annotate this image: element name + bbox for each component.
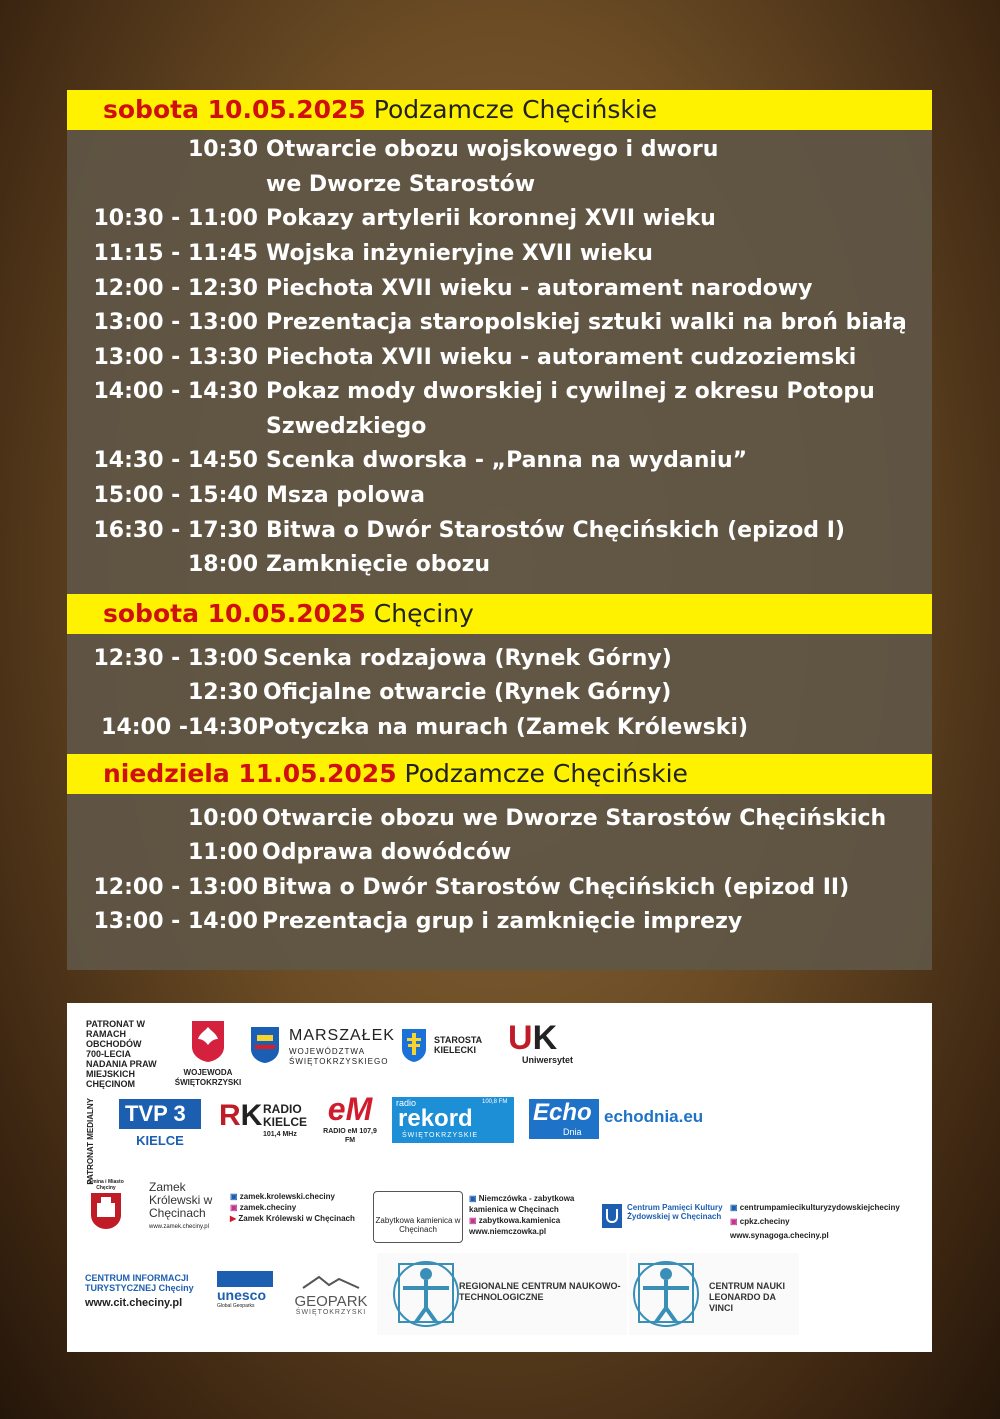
section3-header bbox=[67, 754, 932, 794]
rekord-sub: ŚWIĘTOKRZYSKIE bbox=[402, 1132, 479, 1139]
zamek-logo bbox=[149, 1181, 219, 1230]
schedule-time: 14:00 -14:30 bbox=[101, 715, 258, 740]
schedule-event: Bitwa o Dwór Starostów Chęcińskich (epizod II) bbox=[262, 875, 850, 900]
echodnia-url[interactable]: echodnia.eu bbox=[604, 1107, 704, 1126]
schedule-event: Zamknięcie obozu bbox=[266, 552, 491, 577]
geopark-label: GEOPARK bbox=[294, 1293, 368, 1310]
schedule-time: 14:30 - 14:50 bbox=[93, 448, 258, 473]
schedule-time: 11:00 bbox=[187, 840, 258, 865]
city-arms-icon bbox=[89, 1191, 123, 1231]
patronat-text: PATRONAT W RAMACH OBCHODÓW 700-LECIA NADANIA PRAW MIEJSKICH CHĘCINOM bbox=[86, 1019, 157, 1089]
unesco-label: unesco bbox=[217, 1287, 267, 1303]
zamek-social bbox=[230, 1191, 365, 1224]
echo-logo bbox=[529, 1099, 599, 1139]
zamek-ig[interactable]: ▣ zamek.checiny bbox=[230, 1203, 297, 1212]
schedule-time: 12:00 - 12:30 bbox=[93, 276, 258, 301]
radio-em-logo bbox=[320, 1091, 380, 1145]
unesco-logo bbox=[217, 1271, 277, 1309]
sponsors-box bbox=[67, 1003, 932, 1352]
niemczowka-url[interactable]: www.niemczowka.pl bbox=[469, 1227, 547, 1236]
schedule-event: Otwarcie obozu we Dworze Starostów Chęcińskich bbox=[262, 806, 887, 831]
schedule-time: 14:00 - 14:30 bbox=[93, 379, 258, 404]
rekord-freq: 100,8 FM bbox=[482, 1099, 508, 1105]
section2-header bbox=[67, 594, 932, 634]
cpkz-fb[interactable]: ▣ centrumpamiecikulturyzydowskiejcheciny bbox=[730, 1203, 900, 1212]
cpkz-label: Centrum Pamięci Kultury Żydowskiej w Chęcinach bbox=[627, 1203, 723, 1221]
schedule-event: Potyczka na murach (Zamek Królewski) bbox=[258, 715, 748, 740]
section2-place: Chęciny bbox=[373, 599, 474, 628]
schedule-time: 10:00 bbox=[187, 806, 258, 831]
schedule-event: Prezentacja staropolskiej sztuki walki na broń białą bbox=[266, 310, 907, 335]
schedule-time: 18:00 bbox=[187, 552, 258, 577]
tvp-city: KIELCE bbox=[136, 1133, 184, 1148]
niemczowka-label: Zabytkowa kamienica w Chęcinach bbox=[375, 1216, 461, 1234]
unesco-temple-icon bbox=[217, 1271, 273, 1287]
patronat-medialny: PATRONAT MEDIALNY bbox=[86, 1098, 95, 1185]
schedule-event: Pokazy artylerii koronnej XVII wieku bbox=[266, 206, 716, 231]
geopark-sub: ŚWIĘTOKRZYSKI bbox=[295, 1309, 367, 1316]
niemczowka-social bbox=[469, 1193, 594, 1237]
radio-kielce-label: RADIO KIELCE bbox=[263, 1102, 308, 1129]
niemczowka-logo bbox=[373, 1191, 463, 1243]
schedule-time: 12:00 - 13:00 bbox=[93, 875, 258, 900]
menorah-icon bbox=[601, 1203, 623, 1229]
schedule-event: Pokaz mody dworskiej i cywilnej z okresu Potopu bbox=[266, 379, 875, 404]
schedule-time: 12:30 bbox=[187, 680, 258, 705]
cnldv-label: CENTRUM NAUKI LEONARDO DA VINCI bbox=[709, 1281, 785, 1313]
marszalek-label: MARSZAŁEK bbox=[289, 1027, 395, 1044]
wojewodztwa-label: WOJEWÓDZTWA ŚWIĘTOKRZYSKIEGO bbox=[289, 1047, 389, 1066]
facebook-icon: ▣ bbox=[230, 1192, 240, 1201]
zamek-label: Zamek Królewski w Chęcinach bbox=[149, 1180, 213, 1220]
schedule-event: Scenka dworska - „Panna na wydaniu” bbox=[266, 448, 748, 473]
wojewoda-label: WOJEWODA ŚWIĘTOKRZYSKI bbox=[174, 1068, 242, 1087]
instagram-icon: ▣ bbox=[730, 1217, 740, 1226]
rcnt-label: REGIONALNE CENTRUM NAUKOWO-TECHNOLOGICZNE bbox=[459, 1281, 621, 1302]
schedule-event: Scenka rodzajowa (Rynek Górny) bbox=[263, 646, 672, 671]
mountain-icon bbox=[301, 1275, 361, 1289]
schedule-event: Otwarcie obozu wojskowego i dworu bbox=[266, 137, 719, 162]
coat-of-arms-icon bbox=[249, 1025, 281, 1065]
vitruvian-icon bbox=[631, 1256, 701, 1332]
vitruvian-icon bbox=[391, 1256, 461, 1332]
schedule-time: 16:30 - 17:30 bbox=[93, 518, 258, 543]
schedule-event: Wojska inżynieryjne XVII wieku bbox=[266, 241, 653, 266]
niemczowka-fb[interactable]: ▣ Niemczówka - zabytkowa kamienica w Chęcinach bbox=[469, 1194, 575, 1214]
schedule-time: 13:00 - 13:00 bbox=[93, 310, 258, 335]
cpkz-social bbox=[730, 1201, 930, 1243]
instagram-icon: ▣ bbox=[230, 1203, 240, 1212]
schedule-time: 15:00 - 15:40 bbox=[93, 483, 258, 508]
section2-date: sobota 10.05.2025 bbox=[103, 599, 366, 628]
radio-kielce-freq: 101,4 MHz bbox=[263, 1131, 297, 1138]
rekord-top: radio bbox=[396, 1098, 417, 1108]
schedule-event: Oficjalne otwarcie (Rynek Górny) bbox=[263, 680, 672, 705]
instagram-icon: ▣ bbox=[469, 1216, 479, 1225]
schedule-time: 12:30 - 13:00 bbox=[93, 646, 258, 671]
cross-shield-icon bbox=[400, 1027, 428, 1065]
schedule-event: Msza polowa bbox=[266, 483, 425, 508]
zamek-yt[interactable]: ▶ Zamek Królewski w Chęcinach bbox=[230, 1214, 355, 1223]
schedule-time: 13:00 - 14:00 bbox=[93, 909, 258, 934]
schedule-event: Odprawa dowódców bbox=[262, 840, 512, 865]
cnldv-logo bbox=[629, 1253, 799, 1335]
tvp-logo bbox=[119, 1099, 201, 1148]
facebook-icon: ▣ bbox=[730, 1203, 740, 1212]
section1-date: sobota 10.05.2025 bbox=[103, 95, 366, 124]
schedule-time: 13:00 - 13:30 bbox=[93, 345, 258, 370]
unesco-sub: Global Geoparks bbox=[217, 1303, 255, 1309]
youtube-icon: ▶ bbox=[230, 1214, 239, 1223]
echo-dnia: Dnia bbox=[563, 1127, 582, 1137]
schedule-event: we Dworze Starostów bbox=[266, 172, 536, 197]
schedule-event: Szwedzkiego bbox=[266, 414, 427, 439]
cit-label: CENTRUM INFORMACJI TURYSTYCZNEJ Chęciny bbox=[85, 1273, 194, 1293]
rcnt-logo bbox=[377, 1253, 627, 1335]
schedule-event: Bitwa o Dwór Starostów Chęcińskich (epizod I) bbox=[266, 518, 845, 543]
tvp-mark: TVP 3 bbox=[119, 1099, 201, 1129]
zamek-fb[interactable]: ▣ zamek.krolewski.checiny bbox=[230, 1192, 335, 1201]
section1-header bbox=[67, 90, 932, 130]
niemczowka-ig[interactable]: ▣ zabytkowa.kamienica bbox=[469, 1216, 561, 1225]
facebook-icon: ▣ bbox=[469, 1194, 479, 1203]
rk-mark: RK bbox=[219, 1099, 263, 1132]
cpkz-url[interactable]: www.synagoga.checiny.pl bbox=[730, 1231, 829, 1240]
wojewoda-logo bbox=[173, 1019, 243, 1088]
cit-logo bbox=[85, 1273, 205, 1309]
schedule-time: 11:15 - 11:45 bbox=[93, 241, 258, 266]
schedule-event: Piechota XVII wieku - autorament narodowy bbox=[266, 276, 813, 301]
radio-em-label: RADIO eM 107,9 FM bbox=[323, 1128, 377, 1144]
eagle-icon bbox=[190, 1019, 226, 1063]
em-mark: eM bbox=[327, 1091, 373, 1127]
starosta-label: STAROSTA KIELECKI bbox=[434, 1035, 482, 1055]
rekord-name: rekord bbox=[398, 1105, 473, 1132]
gmina-logo bbox=[85, 1179, 127, 1236]
ujk-label: Uniwersytet bbox=[522, 1055, 574, 1065]
section3-date: niedziela 11.05.2025 bbox=[103, 759, 397, 788]
ujk-logo bbox=[508, 1021, 573, 1065]
section1-place: Podzamcze Chęcińskie bbox=[373, 95, 658, 124]
section3-place: Podzamcze Chęcińskie bbox=[404, 759, 688, 788]
radio-rekord-logo bbox=[392, 1097, 514, 1143]
gmina-label: Gmina i Miasto Chęciny bbox=[88, 1179, 124, 1191]
schedule-time: 10:30 bbox=[187, 137, 258, 162]
cit-url[interactable]: www.cit.checiny.pl bbox=[85, 1297, 183, 1309]
echo-mark: Echo bbox=[533, 1099, 592, 1126]
schedule-event: Piechota XVII wieku - autorament cudzoziemski bbox=[266, 345, 857, 370]
cpkz-ig[interactable]: ▣ cpkz.checiny bbox=[730, 1217, 790, 1226]
ujk-mark: UK bbox=[508, 1019, 558, 1057]
schedule-event: Prezentacja grup i zamknięcie imprezy bbox=[262, 909, 743, 934]
geopark-logo bbox=[291, 1275, 371, 1316]
schedule-time: 10:30 - 11:00 bbox=[93, 206, 258, 231]
zamek-url[interactable]: www.zamek.checiny.pl bbox=[149, 1224, 209, 1230]
